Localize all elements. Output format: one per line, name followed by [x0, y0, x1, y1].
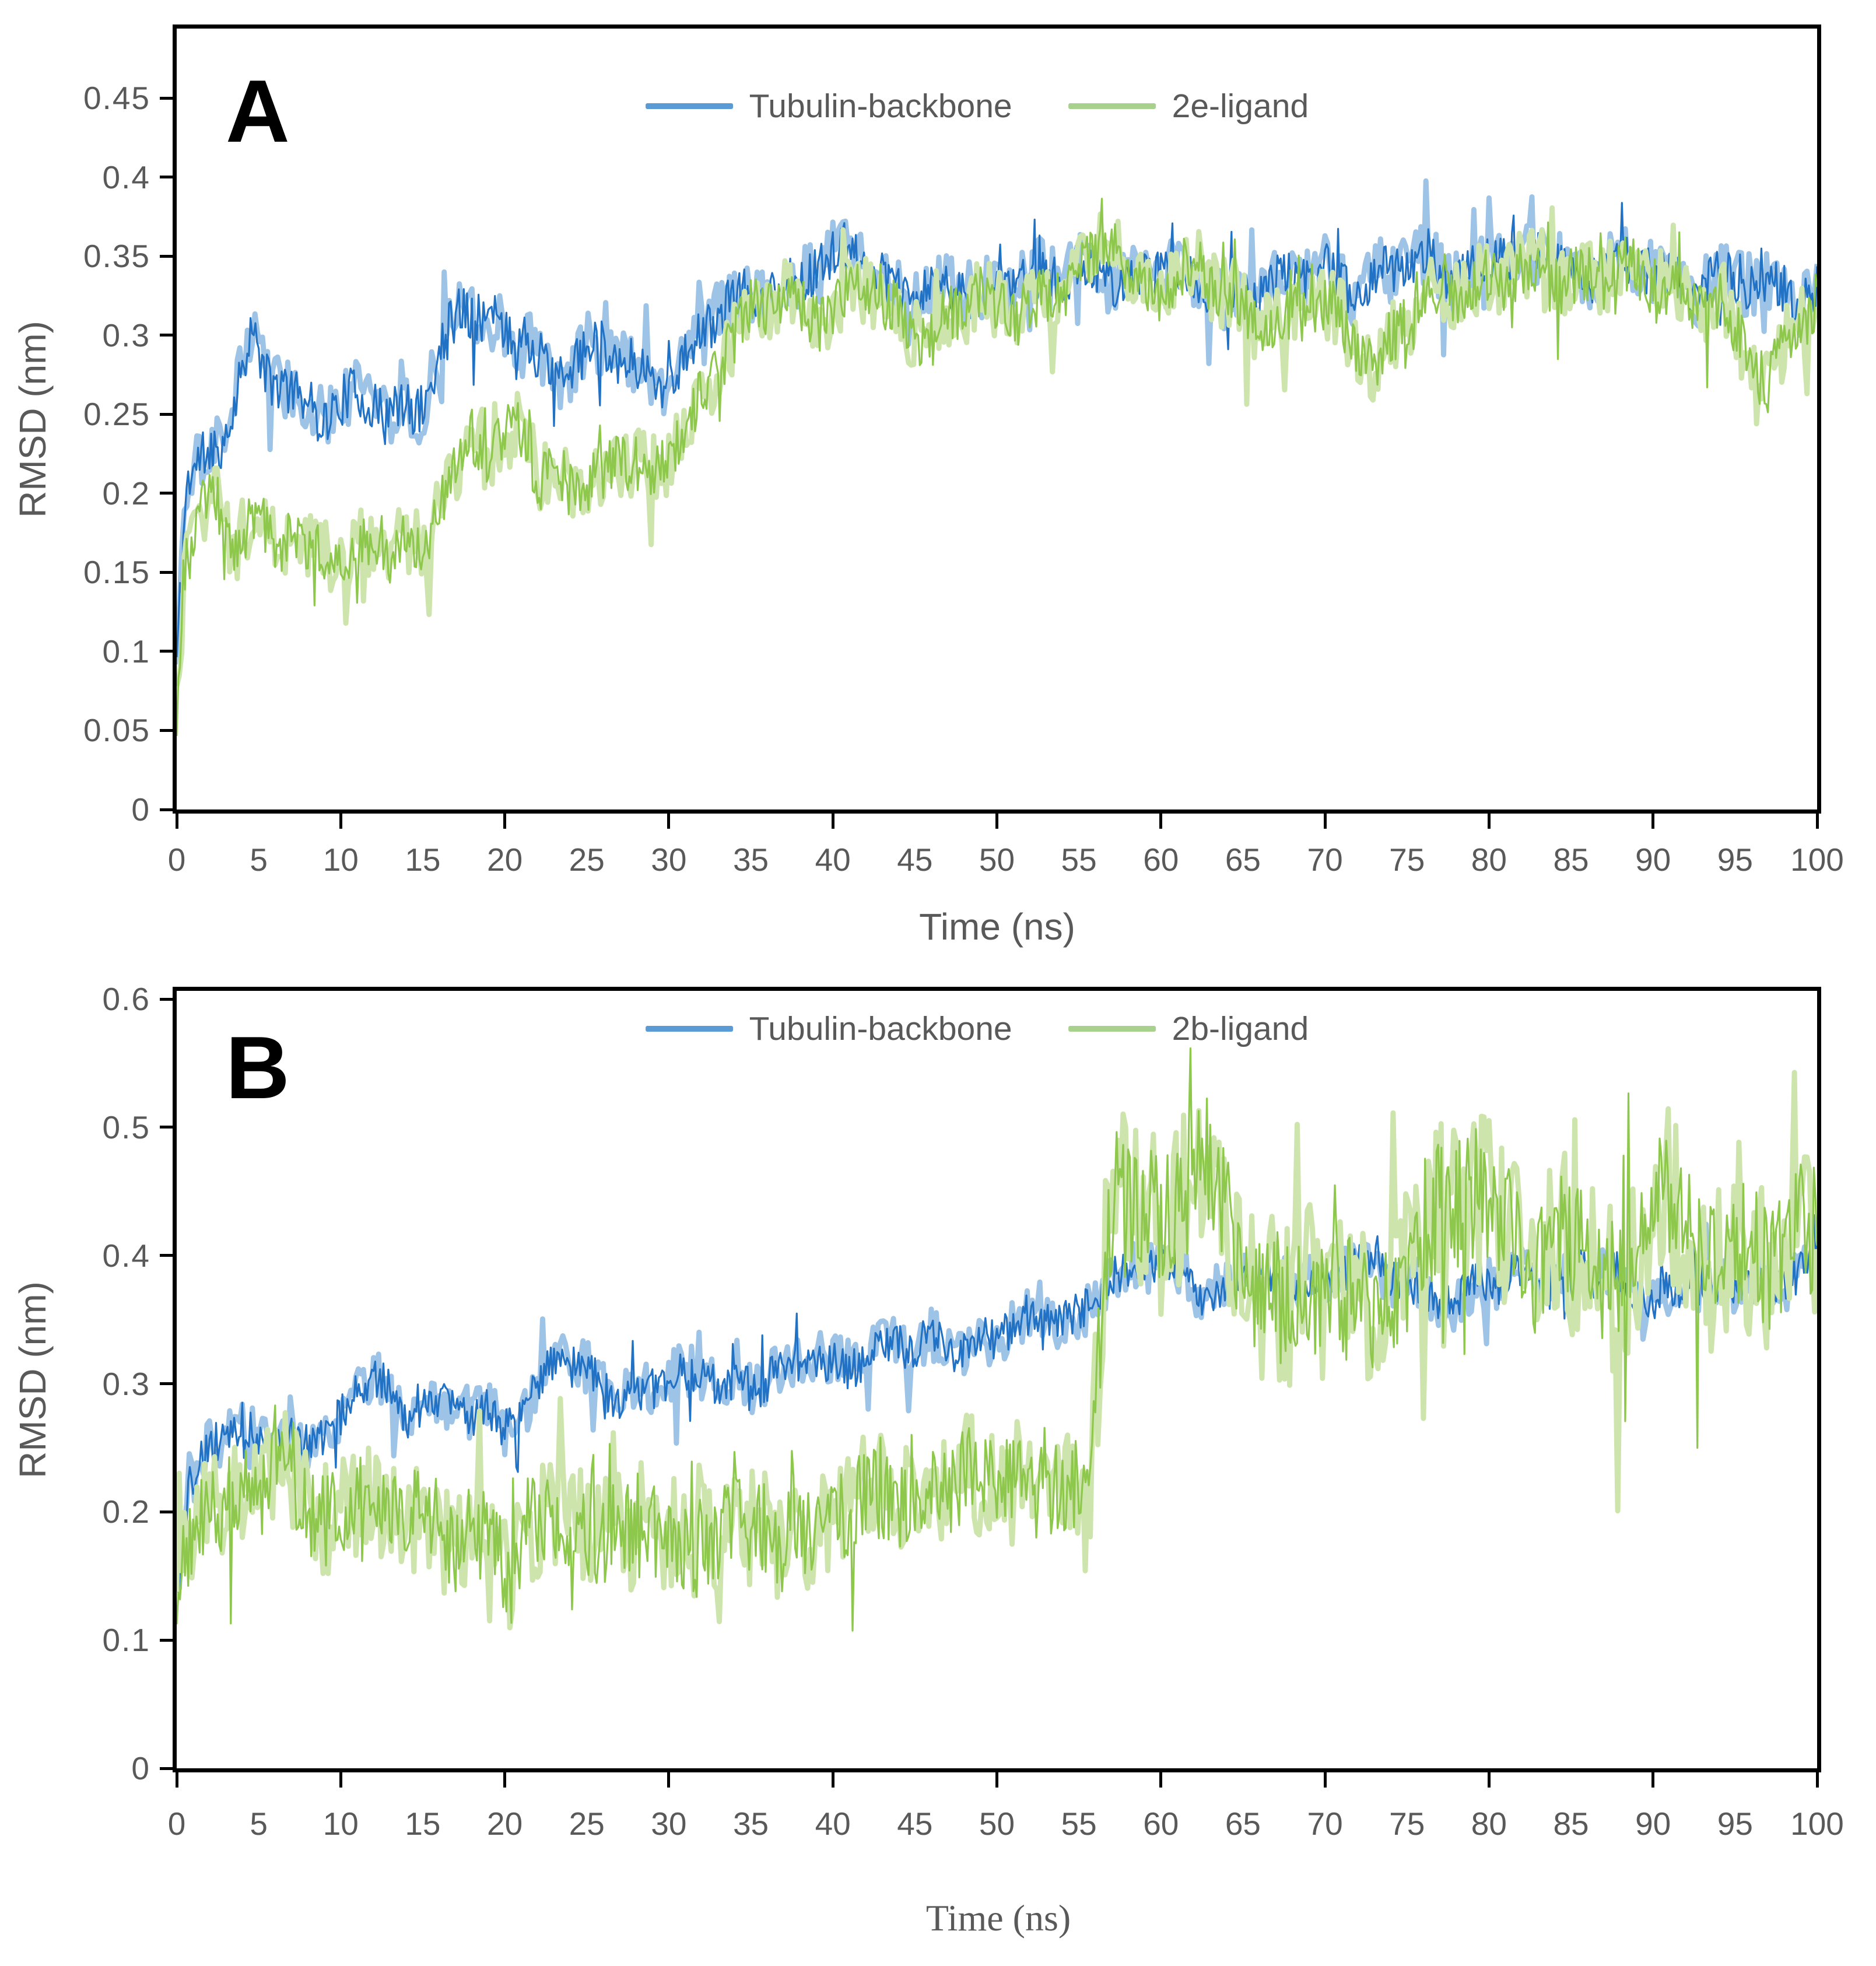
x-tick-label: 5	[250, 1806, 268, 1842]
x-tick-label: 50	[979, 1806, 1015, 1842]
y-tick-label: 0.25	[83, 396, 150, 433]
x-tick-label: 0	[167, 842, 186, 878]
y-tick-label: 0.6	[102, 981, 150, 1018]
x-tick-mark	[667, 1772, 670, 1788]
x-tick-label: 75	[1389, 842, 1425, 878]
y-tick-label: 0.3	[102, 317, 150, 353]
x-tick-label: 95	[1717, 1806, 1753, 1842]
x-tick-label: 55	[1061, 1806, 1097, 1842]
x-tick-label: 60	[1143, 1806, 1179, 1842]
x-tick-label: 5	[250, 842, 268, 878]
x-tick-label: 35	[732, 1806, 769, 1842]
x-tick-label: 100	[1790, 1806, 1844, 1842]
y-tick-mark	[160, 1767, 173, 1770]
x-tick-mark	[995, 1772, 998, 1788]
y-tick-label: 0.2	[102, 475, 150, 511]
panel-label: A	[226, 62, 290, 161]
x-tick-label: 10	[322, 842, 359, 878]
y-tick-label: 0.3	[102, 1365, 150, 1402]
x-tick-label: 10	[322, 1806, 359, 1842]
x-tick-label: 25	[569, 1806, 605, 1842]
x-tick-label: 15	[405, 1806, 441, 1842]
x-tick-label: 90	[1635, 842, 1671, 878]
y-tick-label: 0.15	[83, 554, 150, 591]
y-tick-label: 0.4	[102, 159, 150, 195]
x-tick-label: 45	[897, 842, 933, 878]
x-tick-label: 60	[1143, 842, 1179, 878]
x-tick-label: 40	[815, 842, 851, 878]
x-tick-label: 0	[167, 1806, 186, 1842]
y-tick-label: 0.5	[102, 1109, 150, 1145]
x-tick-label: 55	[1061, 842, 1097, 878]
x-tick-label: 20	[487, 842, 523, 878]
x-tick-mark	[176, 1772, 178, 1788]
x-tick-mark	[1159, 1772, 1162, 1788]
x-tick-label: 70	[1307, 842, 1343, 878]
x-tick-label: 30	[651, 842, 687, 878]
x-tick-label: 45	[897, 1806, 933, 1842]
x-tick-mark	[1488, 1772, 1491, 1788]
x-tick-label: 50	[979, 842, 1015, 878]
x-tick-label: 95	[1717, 842, 1753, 878]
y-tick-mark	[160, 998, 173, 1001]
x-tick-label: 15	[405, 842, 441, 878]
y-axis-title: RMSD (nm)	[12, 321, 54, 518]
x-axis-title: Time (ns)	[919, 906, 1075, 948]
x-tick-label: 40	[815, 1806, 851, 1842]
y-tick-label: 0.35	[83, 238, 150, 275]
x-tick-label: 20	[487, 1806, 523, 1842]
x-tick-mark	[1651, 1772, 1654, 1788]
y-tick-mark	[160, 1254, 173, 1257]
y-tick-mark	[160, 1639, 173, 1642]
y-tick-label: 0.45	[83, 80, 150, 117]
panel-label: B	[226, 1018, 290, 1117]
x-tick-label: 100	[1790, 842, 1844, 878]
y-tick-mark	[160, 1382, 173, 1385]
y-tick-label: 0.2	[102, 1494, 150, 1530]
y-tick-mark	[160, 1511, 173, 1513]
legend-label: 2b-ligand	[1172, 1010, 1309, 1047]
x-tick-label: 85	[1553, 842, 1589, 878]
x-tick-mark	[832, 1772, 834, 1788]
x-tick-mark	[1816, 1772, 1819, 1788]
y-axis-title: RMSD (nm)	[12, 1281, 54, 1478]
legend-label: Tubulin-backbone	[749, 87, 1012, 125]
legend-label: 2e-ligand	[1172, 87, 1309, 125]
legend-label: Tubulin-backbone	[749, 1010, 1012, 1047]
x-tick-label: 85	[1553, 1806, 1589, 1842]
x-tick-mark	[339, 1772, 342, 1788]
x-tick-label: 80	[1471, 842, 1507, 878]
x-tick-label: 75	[1389, 1806, 1425, 1842]
x-tick-label: 25	[569, 842, 605, 878]
x-tick-mark	[1324, 1772, 1327, 1788]
y-tick-label: 0	[131, 1750, 150, 1786]
x-tick-label: 70	[1307, 1806, 1343, 1842]
x-tick-mark	[503, 1772, 506, 1788]
x-tick-label: 65	[1225, 1806, 1261, 1842]
y-tick-label: 0.05	[83, 712, 150, 749]
y-tick-label: 0	[131, 791, 150, 828]
x-tick-label: 80	[1471, 1806, 1507, 1842]
x-tick-label: 30	[651, 1806, 687, 1842]
x-tick-label: 90	[1635, 1806, 1671, 1842]
x-tick-label: 65	[1225, 842, 1261, 878]
y-tick-label: 0.1	[102, 633, 150, 670]
x-tick-label: 35	[732, 842, 769, 878]
x-axis-title: Time (ns)	[925, 1897, 1071, 1939]
y-tick-mark	[160, 1126, 173, 1129]
y-tick-label: 0.4	[102, 1237, 150, 1274]
y-tick-label: 0.1	[102, 1622, 150, 1659]
